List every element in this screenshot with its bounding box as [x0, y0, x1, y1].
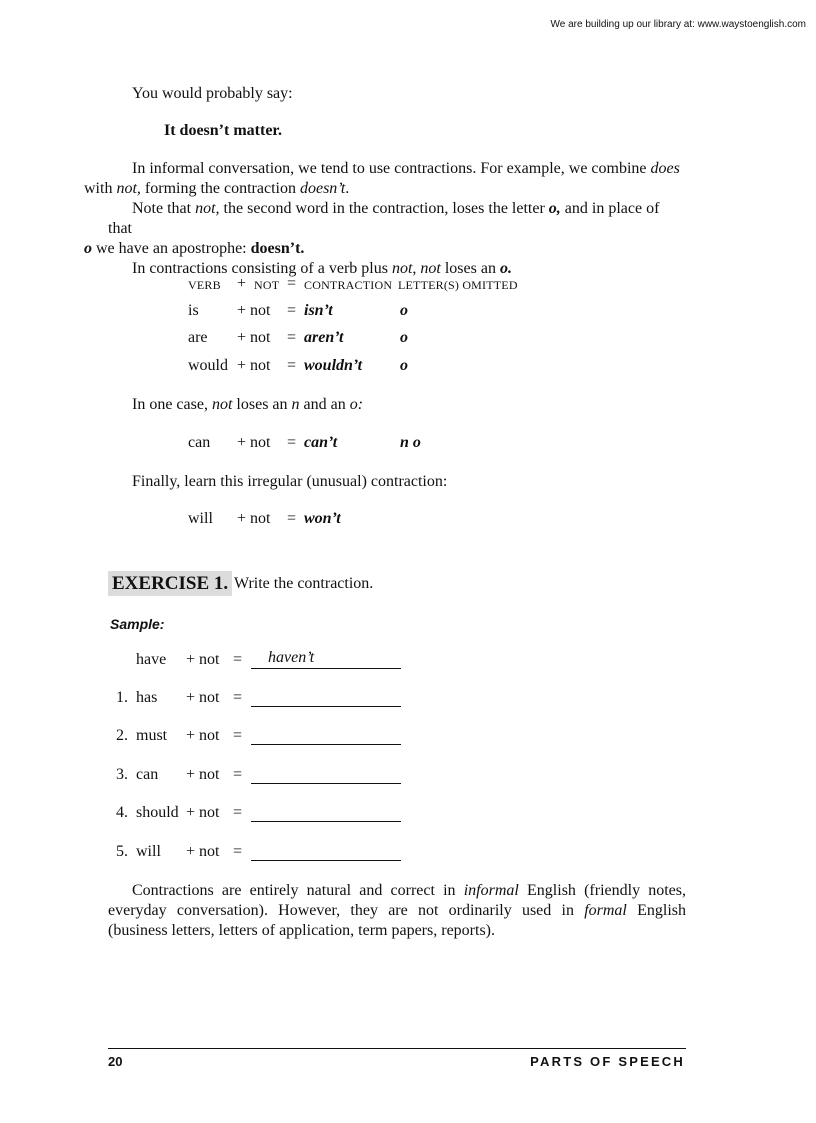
intro-example: It doesn’t matter.: [164, 122, 283, 139]
table-row: is + not = isn’t o: [188, 302, 408, 319]
answer-line[interactable]: [251, 821, 401, 822]
exercise-instruction: Write the contraction.: [234, 575, 374, 592]
paragraph-verb-plus-not: In contractions consisting of a verb plus not, not loses an o.: [132, 260, 512, 277]
sample-label: Sample:: [110, 616, 165, 632]
answer-line[interactable]: [251, 706, 401, 707]
section-title: PARTS OF SPEECH: [530, 1054, 685, 1069]
paragraph-apostrophe: Note that not, the second word in the contraction, loses the letter o, and in place of that o we have an apostrophe: doesn’t.: [84, 200, 660, 257]
irregular-text: Finally, learn this irregular (unusual) contraction:: [132, 473, 448, 490]
closing-paragraph: Contractions are entirely natural and correct in informal English (friendly notes, everyday conversation). However, they are not ordinarily used in formal English (business letters, letters of application, term papers, reports).: [108, 882, 687, 939]
exercise-item: 2. must + not =: [0, 727, 816, 747]
header-plus: +: [237, 275, 247, 292]
header-not: NOT: [254, 278, 280, 292]
exercise-item: 5. will + not =: [0, 843, 816, 863]
irregular-row: will + not = won’t: [188, 510, 341, 527]
table-row: are + not = aren’t o: [188, 329, 408, 346]
answer-line[interactable]: [251, 860, 401, 861]
one-case-text: In one case, not loses an n and an o:: [132, 396, 364, 413]
table-header: [188, 275, 548, 293]
exercise-item: 4. should + not =: [0, 804, 816, 824]
table-row: would + not = wouldn’t o: [188, 357, 408, 374]
header-contraction: CONTRACTION: [304, 278, 393, 292]
header-letters-omitted: LETTER(S) OMITTED: [398, 278, 518, 292]
sample-answer-line: [251, 668, 401, 669]
exercise-item: 3. can + not =: [0, 766, 816, 786]
one-case-row: can + not = can’t n o: [188, 434, 421, 451]
header-equals: =: [287, 275, 297, 292]
contraction-table: [188, 275, 548, 375]
paragraph-informal: In informal conversation, we tend to use contractions. For example, we combine does with not, forming the contraction doesn’t.: [84, 160, 680, 197]
sample-answer: haven’t: [268, 649, 315, 666]
answer-line[interactable]: [251, 783, 401, 784]
website-note: We are building up our library at: www.waystoenglish.com: [550, 19, 806, 30]
exercise-item: 1. has + not =: [0, 689, 816, 709]
exercise-title: EXERCISE 1.: [108, 571, 232, 596]
page-number: 20: [108, 1054, 123, 1069]
answer-line[interactable]: [251, 744, 401, 745]
footer-rule: [108, 1048, 686, 1049]
intro-lead: You would probably say:: [132, 85, 293, 102]
header-verb: VERB: [188, 278, 221, 292]
contraction-explanation: [84, 159, 686, 279]
sample-row: have + not = haven’t: [0, 651, 816, 671]
